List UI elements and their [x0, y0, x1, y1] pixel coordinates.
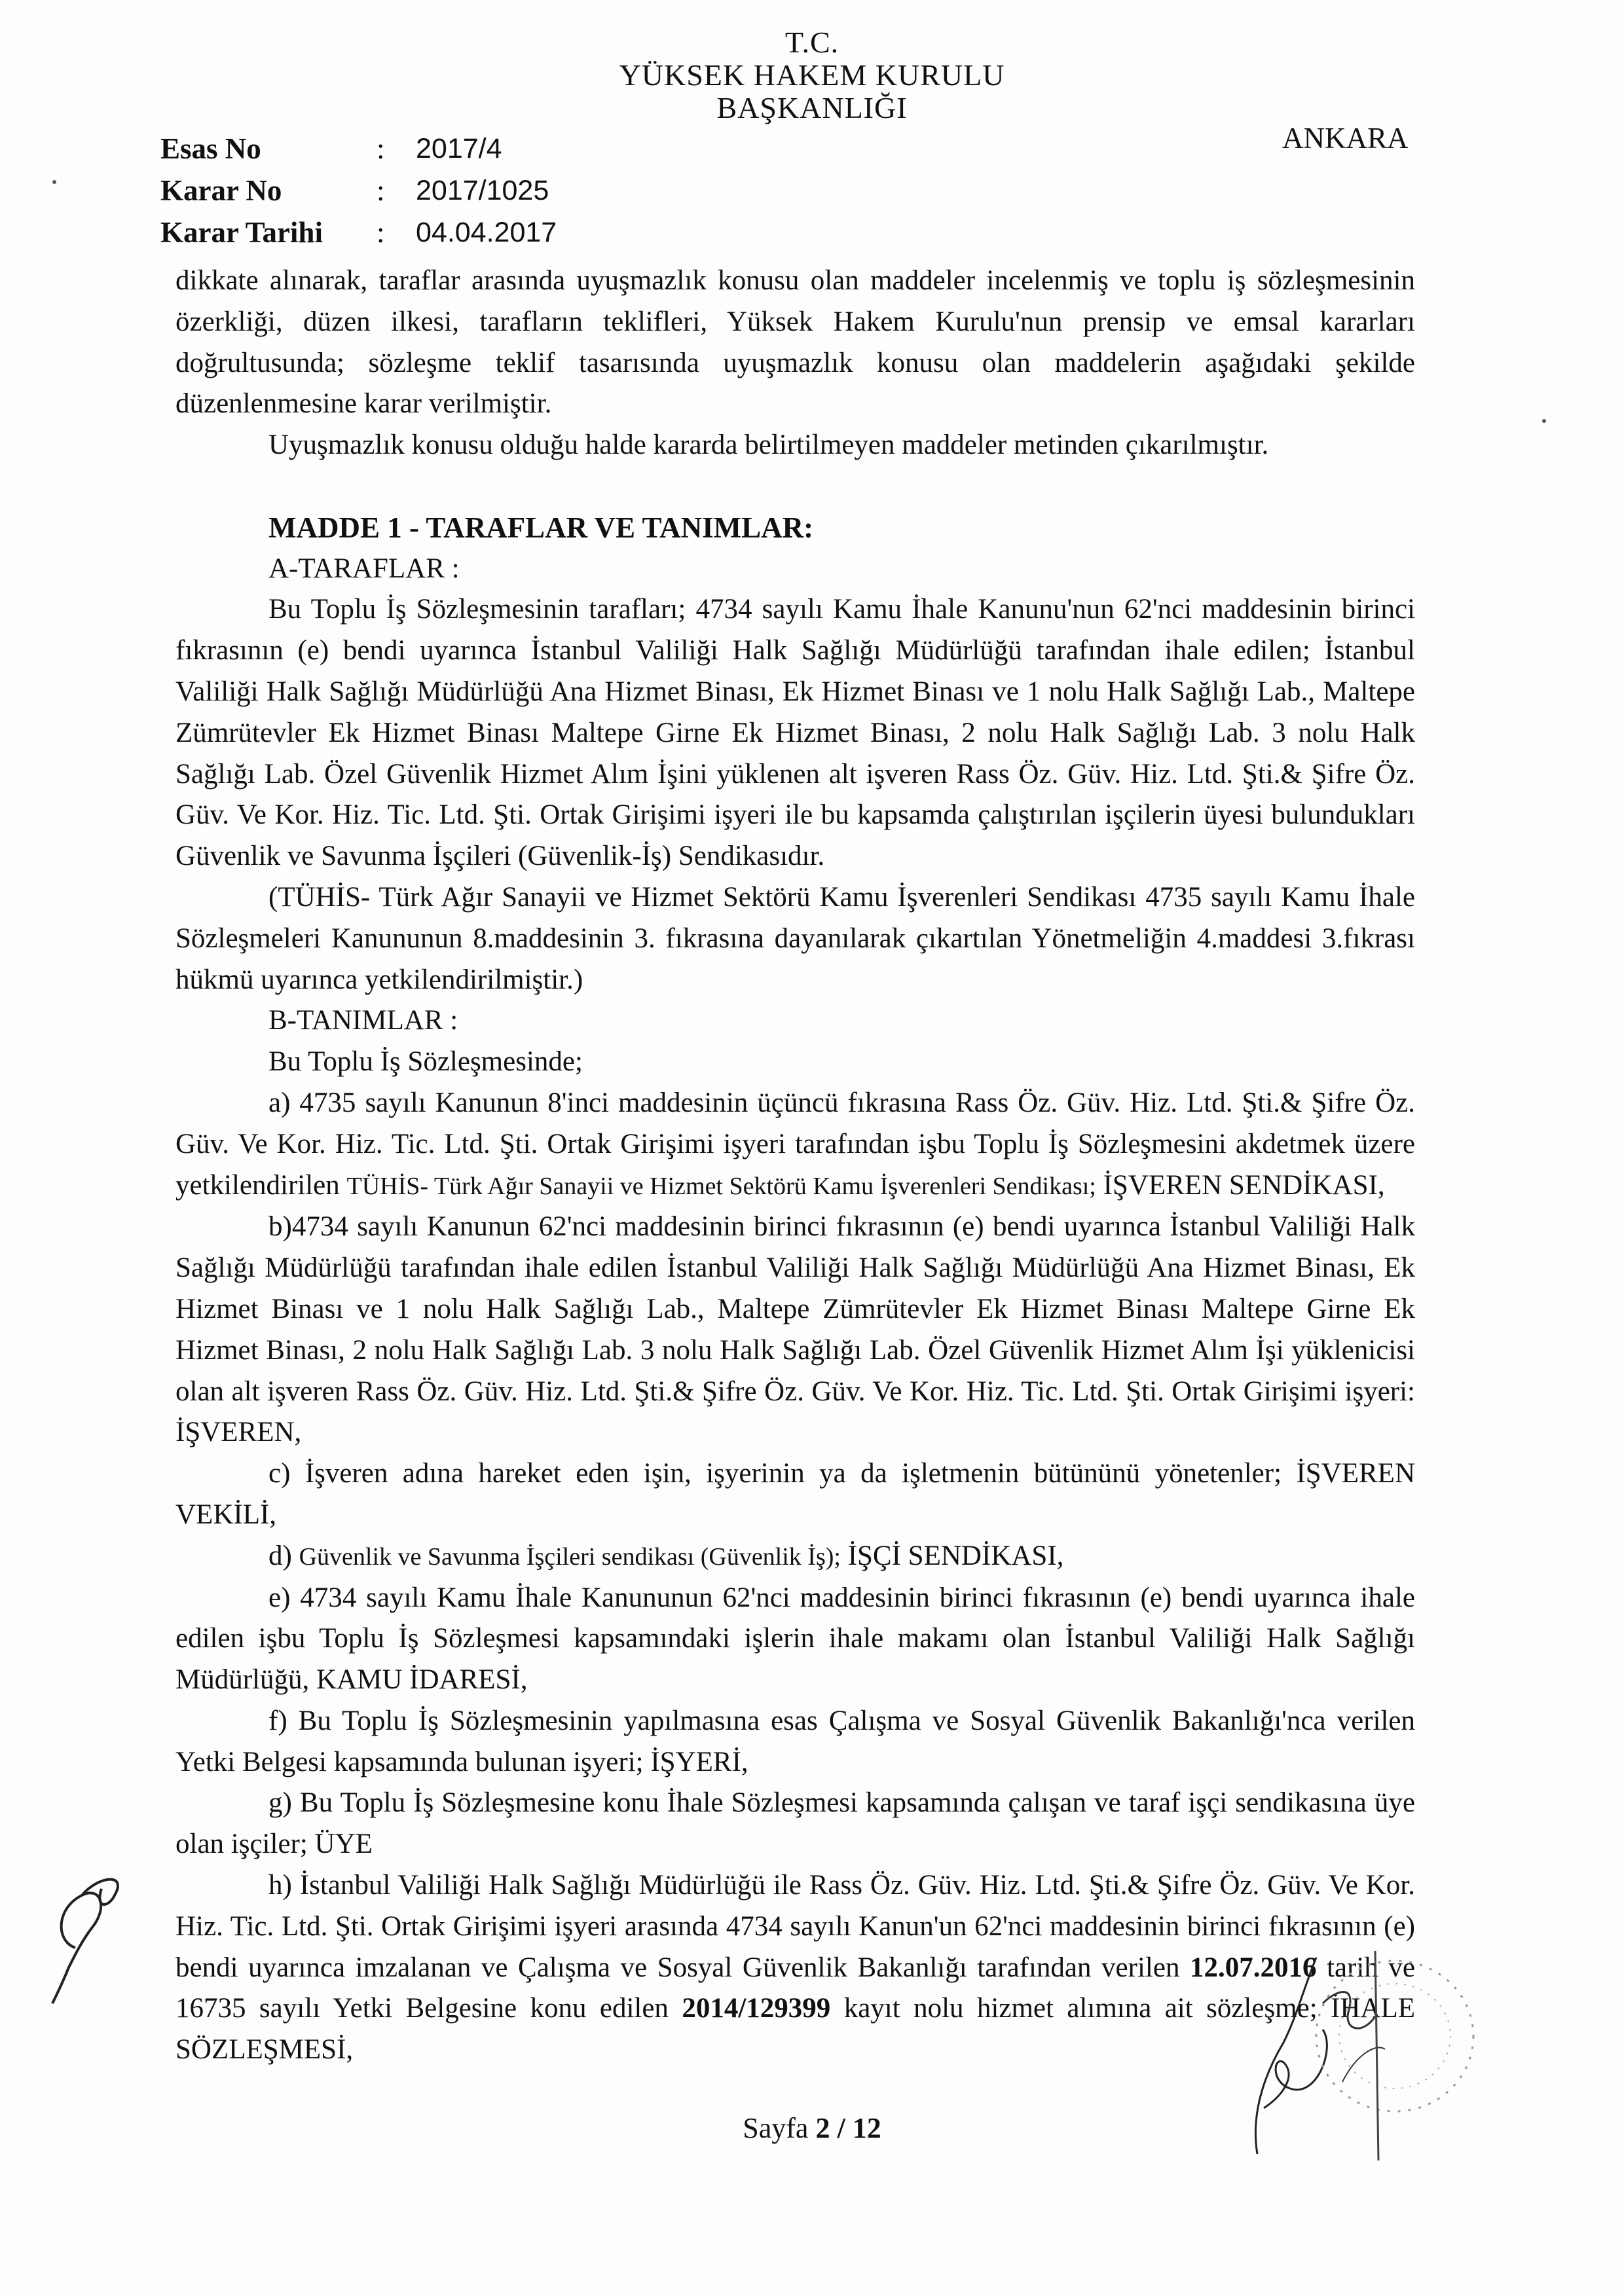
signature-stamp-icon	[1244, 1944, 1519, 2160]
definition-b: b)4734 sayılı Kanunun 62'nci maddesinin birinci fıkrasının (e) bendi uyarınca İstanbul Valiliği Halk Sağlığı Müdürlüğü tarafından ihale edilen İstanbul Valiliği Halk Sağlığı Müdürlüğü Ana Hizmet Binası, Ek Hizmet Binası ve 1 nolu Halk Sağlığı Lab., Maltepe Zümrütevler Ek Hizmet Binası Maltepe Girne Ek Hizmet Binası, 2 nolu Halk Sağlığı Lab. 3 nolu Halk Sağlığı Lab. Özel Güvenlik Hizmet Alım İşi yüklenicisi olan alt işveren Rass Öz. Güv. Hiz. Ltd. Şti.& Şifre Öz. Güv. Ve Kor. Hiz. Tic. Ltd. Şti. Ortak Girişimi işyeri: İŞVEREN,	[175, 1211, 1415, 1448]
section-a-text: Bu Toplu İş Sözleşmesinin tarafları; 4734 sayılı Kamu İhale Kanunu'nun 62'nci maddesinin birinci fıkrasının (e) bendi uyarınca İstanbul Valiliği Halk Sağlığı Müdürlüğü tarafından ihale edilen; İstanbul Valiliği Halk Sağlığı Müdürlüğü Ana Hizmet Binası, Ek Hizmet Binası ve 1 nolu Halk Sağlığı Lab., Maltepe Zümrütevler Ek Hizmet Binası Maltepe Girne Ek Hizmet Binası, 2 nolu Halk Sağlığı Lab. 3 nolu Halk Sağlığı Lab. Özel Güvenlik Hizmet Alım İşini yüklenen alt işveren Rass Öz. Güv. Hiz. Ltd. Şti.& Şifre Öz. Güv. Ve Kor. Hiz. Tic. Ltd. Şti. Ortak Girişimi işyeri ile bu kapsamda çalıştırılan işçilerin üyesi bulundukları Güvenlik ve Savunma İşçileri (Güvenlik-İş) Sendikasıdır.	[175, 594, 1415, 872]
esas-row	[160, 128, 557, 170]
handwritten-initials-icon	[36, 1869, 134, 2007]
esas-label: Esas No	[160, 132, 261, 165]
definition-d	[175, 1536, 1415, 1578]
karar-value: 2017/1025	[416, 175, 549, 206]
document-body	[175, 261, 1415, 2071]
tarih-value: 04.04.2017	[416, 217, 557, 248]
definition-e: e) 4734 sayılı Kamu İhale Kanununun 62'nci maddesinin birinci fıkrasının (e) bendi uyarınca ihale edilen işbu Toplu İş Sözleşmesi kapsamındaki işlerin ihale makamı olan İstanbul Valiliği Halk Sağlığı Müdürlüğü, KAMU İDARESİ,	[175, 1582, 1415, 1696]
tarih-colon: :	[377, 216, 385, 249]
definition-a-union: TÜHİS- Türk Ağır Sanayii ve Hizmet Sektörü Kamu İşverenleri Sendikası;	[346, 1172, 1096, 1200]
definition-a	[175, 1083, 1415, 1207]
paragraph-intro: dikkate alınarak, taraflar arasında uyuşmazlık konusu olan maddeler incelenmiş ve toplu iş sözleşmesinin özerkliği, düzen ilkesi, tarafların teklifleri, Yüksek Hakem Kurulu'nun prensip ve emsal kararları doğrultusunda; sözleşme teklif tasarısında uyuşmazlık konusu olan maddelerin aşağıdaki şekilde düzenlenmesine karar verilmiştir.	[175, 265, 1415, 420]
definition-d-text: Güvenlik ve Savunma İşçileri sendikası (Güvenlik İş);	[299, 1542, 841, 1571]
page-number: 2 / 12	[815, 2112, 881, 2144]
page-label: Sayfa	[743, 2112, 809, 2144]
karar-label: Karar No	[160, 174, 282, 207]
definition-h-date: 12.07.2016	[1190, 1952, 1317, 1983]
karar-colon: :	[377, 174, 385, 207]
definition-h-text-3: kayıt nolu hizmet alımına ait sözleşme; İHALE SÖZLEŞMESİ,	[175, 1993, 1416, 2066]
section-a-title: A-TARAFLAR :	[268, 553, 460, 584]
tuhis-note: (TÜHİS- Türk Ağır Sanayii ve Hizmet Sektörü Kamu İşverenleri Sendikası 4735 sayılı Kamu İhale Sözleşmeleri Kanununun 8.maddesinin 3. fıkrasına dayanılarak çıkartılan Yönetmeliğin 4.maddesi 3.fıkrası hükmü uyarınca yetkilendirilmiştir.)	[175, 881, 1415, 995]
header-tc: T.C.	[784, 26, 840, 59]
definition-a-term: İŞVEREN SENDİKASI,	[1103, 1169, 1385, 1201]
paragraph-removed-items: Uyuşmazlık konusu olduğu halde kararda belirtilmeyen maddeler metinden çıkarılmıştır.	[268, 429, 1269, 461]
header-institution: YÜKSEK HAKEM KURULU	[619, 58, 1005, 92]
definition-h	[175, 1865, 1415, 2071]
scan-speck	[1542, 419, 1546, 423]
definition-f: f) Bu Toplu İş Sözleşmesinin yapılmasına esas Çalışma ve Sosyal Güvenlik Bakanlığı'nca verilen Yetki Belgesi kapsamında bulunan işyeri; İŞYERİ,	[175, 1705, 1415, 1777]
esas-colon: :	[377, 132, 385, 165]
case-metadata	[160, 128, 557, 253]
definition-h-text: h) İstanbul Valiliği Halk Sağlığı Müdürlüğü ile Rass Öz. Güv. Hiz. Ltd. Şti.& Şifre Öz. Güv. Ve Kor. Hiz. Tic. Ltd. Şti. Ortak Girişimi işyeri arasında 4734 sayılı Kanun'un 62'nci maddesinin birinci fıkrasının (e) bendi uyarınca imzalanan ve Çalışma ve Sosyal Güvenlik Bakanlığı tarafından verilen	[175, 1870, 1415, 1983]
definition-a-text: a) 4735 sayılı Kanunun 8'inci maddesinin üçüncü fıkrasına Rass Öz. Güv. Hiz. Ltd. Şti.& Şifre Öz. Güv. Ve Kor. Hiz. Tic. Ltd. Şti. Ortak Girişimi işyeri tarafından işbu Toplu İş Sözleşmesini akdetmek üzere yetkilendirilen	[175, 1087, 1415, 1201]
karar-row	[160, 170, 557, 211]
article-1-title: MADDE 1 - TARAFLAR VE TANIMLAR:	[268, 511, 814, 544]
esas-value: 2017/4	[416, 133, 502, 164]
header-presidency: BAŞKANLIĞI	[716, 91, 908, 124]
definition-d-letter: d)	[268, 1540, 292, 1571]
definition-c: c) İşveren adına hareket eden işin, işyerinin ya da işletmenin bütününü yönetenler; İŞVEREN VEKİLİ,	[175, 1458, 1415, 1530]
definition-d-term: İŞÇİ SENDİKASI,	[847, 1540, 1064, 1571]
tarih-row	[160, 211, 557, 253]
definition-g: g) Bu Toplu İş Sözleşmesine konu İhale Sözleşmesi kapsamında çalışan ve taraf işçi sendikasına üye olan işçiler; ÜYE	[175, 1787, 1415, 1860]
definition-h-text-2: tarih ve 16735 sayılı Yetki Belgesine konu edilen	[175, 1952, 1416, 2024]
definition-h-number: 2014/129399	[682, 1993, 831, 2024]
section-b-intro: Bu Toplu İş Sözleşmesinde;	[268, 1046, 583, 1078]
section-b-title: B-TANIMLAR :	[268, 1005, 458, 1036]
tarih-label: Karar Tarihi	[160, 216, 323, 249]
header-city: ANKARA	[1282, 122, 1409, 155]
scan-speck	[52, 180, 56, 184]
